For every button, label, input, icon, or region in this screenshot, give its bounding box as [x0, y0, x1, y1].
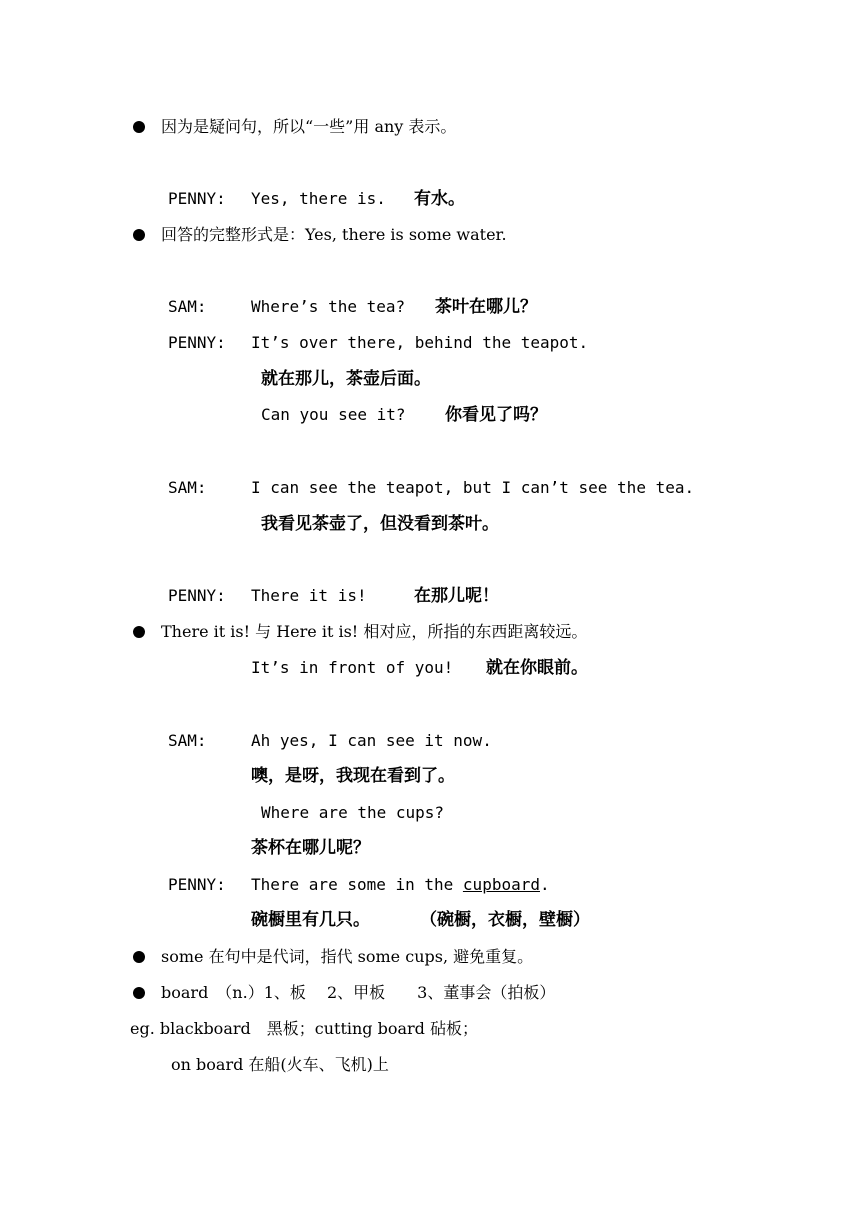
dialogue-zh: 茶杯在哪儿呢？	[251, 838, 370, 858]
dialogue-en: Yes, there is.	[251, 189, 386, 208]
bullet-icon	[133, 121, 145, 133]
dialogue-en: I can see the teapot, but I can’t see the tea.	[251, 478, 695, 497]
speaker-penny: PENNY:	[168, 189, 226, 208]
vocab-cupboard: cupboard	[462, 875, 540, 894]
speaker-sam: SAM:	[168, 297, 207, 316]
speaker-penny: PENNY:	[168, 333, 226, 352]
bullet-icon	[133, 626, 145, 638]
bullet-icon	[133, 229, 145, 241]
note-complete-answer: 回答的完整形式是：Yes, there is some water.	[161, 225, 507, 244]
note-there-it-is: There it is! 与 Here it is! 相对应，所指的东西距离较远。	[161, 622, 588, 641]
dialogue-en-suffix: .	[539, 875, 550, 894]
dialogue-en: Can you see it?	[261, 405, 406, 424]
speaker-sam: SAM:	[168, 478, 207, 497]
dialogue-en	[251, 874, 550, 896]
dialogue-en: There it is!	[251, 586, 367, 605]
speaker-penny: PENNY:	[168, 875, 226, 894]
bullet-icon	[133, 951, 145, 963]
bullet-icon	[133, 987, 145, 999]
note-any-question: 因为是疑问句，所以“一些”用 any 表示。	[161, 117, 457, 136]
dialogue-en-prefix: There are some in the	[251, 875, 463, 894]
example-line: eg. blackboard 黑板；cutting board 砧板；	[130, 1019, 479, 1038]
dialogue-en: Ah yes, I can see it now.	[251, 731, 492, 750]
dialogue-zh: 就在你眼前。	[486, 658, 588, 678]
dialogue-zh: 噢，是呀，我现在看到了。	[251, 766, 455, 786]
dialogue-zh: 就在那儿，茶壶后面。	[261, 369, 431, 389]
dialogue-zh: 你看见了吗？	[445, 405, 547, 425]
speaker-penny: PENNY:	[168, 586, 226, 605]
dialogue-en: Where are the cups?	[261, 803, 445, 822]
dialogue-zh: 有水。	[414, 189, 465, 209]
vocab-gloss: （碗橱，衣橱，壁橱）	[420, 910, 590, 930]
dialogue-zh: 茶叶在哪儿？	[435, 297, 537, 317]
note-board-meanings: board （n.）1、板 2、甲板 3、董事会（拍板）	[161, 983, 556, 1002]
dialogue-en: It’s over there, behind the teapot.	[251, 333, 589, 352]
speaker-sam: SAM:	[168, 731, 207, 750]
dialogue-en: It’s in front of you!	[251, 658, 454, 677]
dialogue-en: Where’s the tea?	[251, 297, 406, 316]
dialogue-zh: 在那儿呢！	[414, 586, 499, 606]
dialogue-zh: 我看见茶壶了，但没看到茶叶。	[261, 514, 499, 534]
note-some-pronoun: some 在句中是代词，指代 some cups, 避免重复。	[161, 947, 534, 966]
example-line: on board 在船(火车、飞机)上	[171, 1055, 389, 1074]
dialogue-zh: 碗橱里有几只。	[251, 910, 370, 930]
